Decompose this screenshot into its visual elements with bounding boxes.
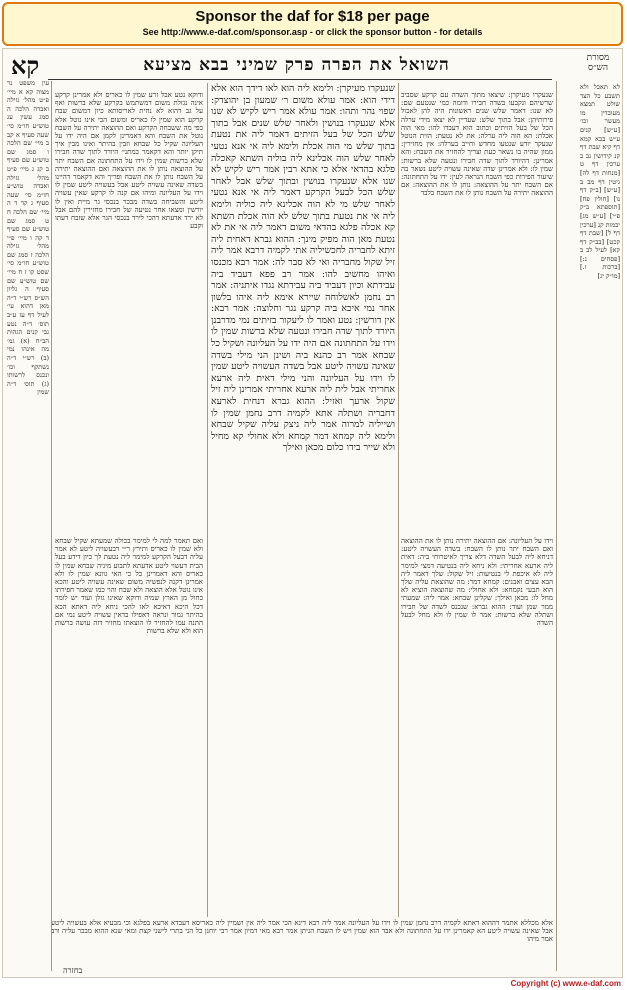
column-divider bbox=[207, 83, 208, 917]
tosafot-commentary-lower: ואם תאמר למה לי למימר בכולה שמעתא שקיל שבחא ולא שמין לו כאריס ותירץ ר״י דבעשויה ליטע לא אמר עליה דבעל הקרקע למימר ליה נטעת לך כיון דידע בעל הבית דעשוי ליטע אדעתא לתבוע מיניה שבחא שמין לו כאריס והא דאמרינן כל כי האי גוונא שמין לו ולא אמרינן דקנה לנפשיה משום שאינה עשויה ליטע והכא אינו נוטל אלא הוצאה ולא שבח והוי כמו שאמר חפירתו כחול מן הארץ שמיה ודוקא שאינו גזלן ועוד יש לומר דכל היכא דאיכא לאו להכי ניחא ליה דאתא הכא בהיתר גמור ונראה דאפילו בדאין עשויה ליטע נמי אם התנה עמו להחזיר לו הוצאתו מחזיר דזה עושה ברשות הוא ולא שלא ברשות bbox=[55, 537, 203, 636]
column-divider bbox=[51, 81, 52, 971]
column-divider bbox=[556, 81, 557, 971]
tosafot-commentary: ודוקא נטע אבל זרע שמין לו כאריס ולא אמרינן קרקע אינה נגזלת משום דמשתמש בקרקע שלא ברשות ואף על גב דהוא לא נחית לאריסותא כיון דמשום שבח קרקע הוא שמין לו כאריס ומשום הכי אינו נוטל אלא כפי מה ששבחה הקרקע ואם ההוצאה יתירה על השבח נוטל את השבח והא דאמרינן לקמן אם היה ידו על העליונה שקיל כל שבחא וזבין בהיתר ואינו מבין איך תיקן יותר והא דקאמר במתני׳ היורד לתוך שדה חבירו שלא ברשות שמין לו וידו על התחתונה אם השבח יתר על ההוצאה נותן לו את ההוצאה ואם ההוצאה יתירה על השבח נותן לו את השבח ופריך והא דקאמר דהיינו בשדה שאינה עשויה ליטע אבל בעשויה ליטע שמין לו וידו על העליונה ומיהו אם קנה לו קרקע שאין עשויה ליטע והשביחה בשדה מבכר בנכסי גר מיית ואין לו יורשין ומצאו אחר נטיעה של חבירו מחזירין להם אבל לא ירד אדעתא דהכי לירד בנכסי הגר אלא שזבח דעתו וקבע bbox=[55, 91, 203, 231]
masoret-label: מסורת הש״ס bbox=[586, 53, 610, 73]
rashi-commentary-lower: וידו על העליונה: אם ההוצאה יתירה נותן לו את ההוצאה ואם השבח יתר נותן לו השבח: בשדה העשויה ליטע: דניחא ליה לבעל השדה דלא צריך לאיטרוחי ביה: דאית ליה ארעא אחריתי: ולא ניחא ליה בנטיעה דמצי למימר ליה לא איכפת לי בנטיעות: זיל שקול: שלך דאמר ליה הבא עצים ואבנים: קמחא דמר: מה שהוצאת עליה שלך הוא תבעי נקמחא: ולא אחולי: מה שהוצאה הוציא לא מחל לו: מכאן ואילך: שקלינן שבחא: אמר ליה: שמעתי ממר שמן ועוד: ההוא גברא: שנכנס לשדה של חבירו ושתלה שלא ברשות: אמר לו שמין לו ולא מחל לבעל השדה bbox=[401, 537, 553, 628]
gemara-text: שנעקרו מעיקרן: ולימא ליה הוא לאו דידך הוא אלא דידי הוא: אמר עולא משום ר׳ שמעון בן יהוצדק: שפוי נהר ותהו: אמר עולא אמר ריש לקיש לא שנו אלא שנעקרו בנושין ולאחר שלש שנים אבל בתוך שלש הכל של בעל הזיתים דאמר ליה את נטעת בתוך שלש מי הוה אכלת ולימא ליה אי אנא נטעי לאחר שלש הוה אכלינא ליה בוליה השתא קאכלה פלגא בהדאי אלא כי אתא רבין אמר ריש לקיש לא שנו אלא שנעקרו בנושין ובתוך שלש אבל לאחר שלש הכל לבעל הקרקע דאמר ליה אי אנא נטעי לאחר שלש מי לא הוה אכלינא ליה כוליה ולימא ליה אי את נטעת בתוך שלש לא הוה אכלת השתא קא אכלה פלגא בהדאי משום דאמר ליה אי את לא נטעת מאן הוה מפיק מינך: ההוא גברא דאחית ליה זיתא לחבריה לחכשיליה אתי לקמיה דרבא אמר ליה זיל שקול מחבריה ואי לא סבר לה: אמר רבא מכנסו ואיהו מחשיב להו: אמר רב פפא דעביד ביה עבידתא וכיון דעביד ביה עבידתא נגדו איתניה: אמר רב נחמן לאשלוחה שיירא אימא ליה איהו בלשון אחר נמי איכא ביה קרקע נגר וחלוצה: אמר רבא: אין דורשין: נטע ואמר לו ליעקור בזיתים נמי מדרבנן היורד לתוך שדה חבירו ונטעה שלא ברשות שמין לו וידו על התחתונה אם היה ידו על העליונה ושקיל כל שבחא אמר רב כהנא ביה ושינן הני מילי בשדה שאינה עשויה ליטע אבל בשדה העשויה ליטע שמין לו וידו על העליונה והני מילי דאית ליה ארעא אחריתי אבל לית ליה ארעא אחריתי אמרינן ליה זיל שקול ארעך ואזיל: ההוא גברא דנחית לארעא דחבריה ושתלה אתא לקמיה דרב נחמן שמין לו ושייליה למרוה אמר ליה ניצק עליה שקיל שבחא ולימא ליה קמחא דמר קמחא ולא אחולי קא מחיל ולא שייר בידו כלום מכאן ואילך bbox=[211, 83, 395, 454]
talmud-page bbox=[2, 48, 623, 978]
page-header bbox=[3, 51, 622, 79]
page-title: השואל את הפרה פרק שמיני בבא מציעא bbox=[143, 55, 450, 75]
sponsor-subline[interactable]: See http://www.e-daf.com/sponsor.asp - or click the sponsor button - for details bbox=[142, 27, 483, 37]
copyright-notice[interactable]: Copyright (c) www.e-daf.com bbox=[510, 979, 621, 988]
catchword: בחזרה bbox=[63, 966, 83, 975]
column-divider bbox=[398, 83, 399, 917]
page-number: קא bbox=[11, 51, 40, 80]
ein-mishpat-column: עין משפט נר מצוה קא א מיי׳ פ״ט מהל׳ גזילה ואבדה הלכה ה סמג עשין עג טוש״ע חו״מ סי׳ שעה סעיף א קב ב מיי׳ שם הלכה ו סמג שם טוש״ע שם סעיף ב קג ג מיי׳ פ״ט מהל׳ גזילה ואבדה טוש״ע חו״מ סי׳ שעה סעיף ג קד ד ה מיי׳ שם הלכה ח ט סמג שם טוש״ע שם סעיף ד קה ו מיי׳ פ״י מהל׳ גזילה הלכה ז סמג שם טוש״ע חו״מ סי׳ שסט קו ז ח מיי׳ שם טוש״ע שם סעיף ה גליון הש״ס רש״י ד״ה מאן דהוא עי׳ לעיל דף עז ע״ב תוס׳ ד״ה נטע גבי קנים הגהות הב״ח (א) גמ׳ מה אינהו נמי (ב) רש״י ד״ה נשתקף וכו׳ ונכנס לרשותו (ג) תוס׳ ד״ה שמין bbox=[7, 79, 49, 397]
sponsor-banner[interactable] bbox=[2, 2, 623, 46]
gemara-bottom-text: אלא מכללא אתמר דההוא דאתא לקמיה דרב נחמן שמין לו וידו על העליונה אמר ליה רבא דינא הכי אמר ליה אין ושמיין ליה כאריסא דעבדא ארעא בפלגא וכי מבעיא אלא בעשויה ליטע אבל שאינה עשויה ליטע הא קאמרינן ידו על התחתונה ולא אבד הוא שמין ויש לו השבח הניתן אמר רבא מאי דמיון אמר רבי יוחנן כל הני בתרי לישני קצת ומאי שנא ההוא מבכר עליה ורב אמר מיהו bbox=[51, 919, 553, 944]
rashi-commentary: שנעקרו מעיקרן: שיצאו מתוך השדה עם קרקע שסביב שרשיהם ונקבעו בשדה חבירו ודומה כמי שנטעם שם: לא שנו: דאמר שלש שנים ראשונות היה להן לאכול פירותיהן: אבל בתוך שלש: שעדיין לא יצאו מידי ערלה הכל של בעל הזיתים וכתוב הוא דעבדו להו: מאי הוה אכלת: הא הוה ליה ערלה: את לא נטעת: הזית הנוטל שנעקר יודע שנטעו מחדש וחייב בערלה: אין מחזירין: ממון שהיה בו נשאר כעת וצריך להחזיר את השבח: והא אמרינן: דהיורד לתוך שדה חבירו ונטעה שלא ברשות: שמין לו: ולא אמרינן שדה שאינה עשויה ליטע נשאר בה שיעור הפירות כפי השבח הנראה לעין: ידו על התחתונה: אם השבח יתר על ההוצאה: נותן לו את ההוצאה: אם ההוצאה יתירה על השבח נותן לו את השבח בלבד bbox=[401, 91, 553, 198]
sponsor-headline[interactable]: Sponsor the daf for $18 per page bbox=[195, 8, 430, 25]
header-rule bbox=[48, 79, 552, 80]
masoret-hashas-column: לא תאכל ולא תשבע כל הצד שולט תמצא מעובדין מו מעשר וכו׳ [ע״ש] קנים ע״ש בבא קמא דף קיא שבת דף קנ קידושין נב ב ערכין דף ט [מנחות דף לה] גיטין דף מב ב [ע״ש] [ב״ק דף נו] [חולין פח] [תוספתא ב״ק פ״י] [ע״ש מג] יבמות קנ [ערכין דף ל] [שבת דף קכט] [בב״ק דף קא] לעיל לב ב [פסחים נ:] [ברכות ז.] [מו״ק יג] bbox=[580, 83, 620, 281]
